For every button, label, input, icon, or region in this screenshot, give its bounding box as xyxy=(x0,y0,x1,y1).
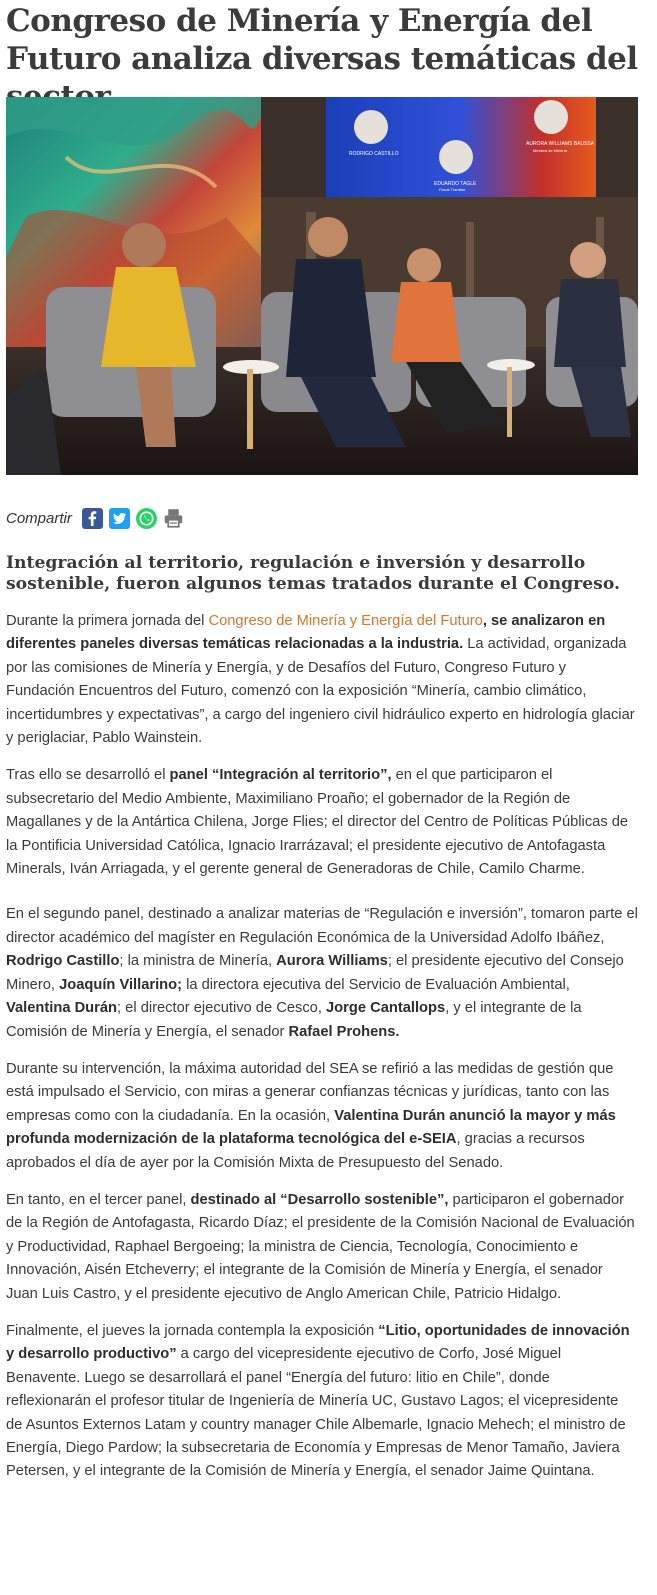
print-icon[interactable] xyxy=(163,508,184,529)
p6-text: a cargo del vicepresidente ejecutivo de Corfo, José Miguel Benavente. Luego se desarrollará el panel “Energía del futuro: litio en Chile”, donde reflexionarán el profesor titular de Ingeniería de Minería UC, Gustavo Lagos; el vicepresidente de Asuntos Externos Latam y country manager Chile Albemarle, Ignacio Mehech; el ministro de Energía, Diego Pardow; la subsecretaria de Economía y Empresas de Menor Tamaño, Javiera Petersen, y el integrante de la Comisión de Minería y Energía, el senador Jaime Quintana. xyxy=(6,1346,626,1480)
p1-text: La actividad, organizada por las comisiones de Minería y Energía, y de Desafíos del Futuro, Congreso Futuro y Fundación Encuentros del Futuro, comenzó con la exposición “Minería, cambio climático, incertidumbres y expectativas”, a cargo del ingeniero civil hidráulico experto en hidrología glaciar y periglaciar, Pablo Wainstein. xyxy=(6,636,635,747)
p1-bold: , se analizaron en diferentes paneles diversas temáticas relacionadas a la industria. xyxy=(6,613,606,653)
article-photo xyxy=(6,97,638,475)
screen-name-right: AURORA WILLIAMS BAUSSA xyxy=(526,141,595,147)
article-lead: Integración al territorio, regulación e inversión y desarrollo sostenible, fueron algunos temas tratados durante el Congreso. xyxy=(6,553,620,594)
p3-bold: Joaquín Villarino; xyxy=(59,976,183,993)
article-body xyxy=(6,610,638,1498)
p5-text: En tanto, en el tercer panel, xyxy=(6,1191,191,1208)
screen-role-right: Ministra de Minería xyxy=(533,148,568,153)
paragraph-5 xyxy=(6,1189,638,1306)
p4-text: Durante su intervención, la máxima autoridad del SEA se refirió a las medidas de gestión que está impulsado el Servicio, con miras a generar confianzas técnicas y jurídicas, tanto con las empresas como con la ciudadanía. En la ocasión, xyxy=(6,1060,614,1124)
whatsapp-icon[interactable] xyxy=(136,508,157,529)
p3-bold: Rodrigo Castillo xyxy=(6,953,120,970)
facebook-icon[interactable] xyxy=(82,508,103,529)
share-label: Compartir xyxy=(6,509,72,527)
p3-text: ; el presidente ejecutivo del Consejo Minero, xyxy=(6,953,624,993)
paragraph-1 xyxy=(6,610,638,750)
p3-bold: Aurora Williams xyxy=(276,953,388,970)
p4-text: , gracias a recursos aprobados el día de ayer por la Comisión Mixta de Presupuesto del Senado. xyxy=(6,1131,585,1171)
paragraph-2 xyxy=(6,764,638,881)
article-title: Congreso de Minería y Energía del Futuro analiza diversas temáticas del xyxy=(6,3,638,77)
p2-text: en el que participaron el subsecretario del Medio Ambiente, Maximiliano Proaño; el gobernador de la Región de Magallanes y de la Antártica Chilena, Jorge Flies; el director del Centro de Políticas Públicas de la Pontificia Universidad Católica, Ignacio Irarrázaval; el presidente ejecutivo de Antofagasta Minerals, Iván Arriagada, y el gerente general de Generadoras de Chile, Camilo Charme. xyxy=(6,767,629,878)
p3-bold: Jorge Cantallops xyxy=(326,1000,446,1017)
screen-name-left: RODRIGO CASTILLO xyxy=(349,151,399,157)
p2-bold: panel “Integración al territorio”, xyxy=(169,767,392,784)
p3-bold: Rafael Prohens. xyxy=(288,1023,400,1040)
p3-text: , y el integrante de la Comisión de Minería y Energía, el senador xyxy=(6,1000,582,1040)
paragraph-3 xyxy=(6,903,638,1043)
p4-bold: Valentina Durán anunció la mayor y más profunda modernización de la plataforma tecnológica del e-SEIA xyxy=(6,1107,616,1148)
p1-text: Durante la primera jornada del xyxy=(6,613,209,629)
p6-text: Finalmente, el jueves la jornada contempla la exposición xyxy=(6,1322,379,1339)
p5-text: participaron el gobernador de la Región de Antofagasta, Ricardo Díaz; el presidente de la Comisión Nacional de Evaluación y Productividad, Raphael Bergoeing; la ministra de Ciencia, Tecnología, Conocimiento e Innovación, Aisén Etcheverry; el integrante de la Comisión de Minería y Energía, el senador Juan Luis Castro, y el presidente ejecutivo de Anglo American Chile, Patricio Hidalgo. xyxy=(6,1191,635,1302)
twitter-icon[interactable] xyxy=(109,508,130,529)
screen-role-center: Fiscal Tramitar xyxy=(439,187,466,192)
p5-bold: destinado al “Desarrollo sostenible”, xyxy=(190,1191,449,1208)
p2-text: Tras ello se desarrolló el xyxy=(6,767,170,784)
congreso-link[interactable]: Congreso de Minería y Energía del Futuro xyxy=(208,613,483,629)
screen-name-center: EDUARDO TAGLE xyxy=(434,181,477,187)
paragraph-4 xyxy=(6,1058,638,1175)
p3-bold: Valentina Durán xyxy=(6,1000,118,1017)
p3-text: En el segundo panel, destinado a analizar materias de “Regulación e inversión”, tomaron parte el director académico del magíster en Regulación Económica de la Universidad Adolfo Ibáñez, xyxy=(6,906,638,946)
p6-bold: “Litio, oportunidades de innovación y desarrollo productivo” xyxy=(6,1322,630,1363)
share-bar xyxy=(6,505,184,531)
p3-text: la directora ejecutiva del Servicio de Evaluación Ambiental, xyxy=(182,976,570,993)
p3-text: ; el director ejecutivo de Cesco, xyxy=(117,1000,327,1017)
p3-text: ; la ministra de Minería, xyxy=(119,953,277,970)
paragraph-6 xyxy=(6,1320,638,1484)
